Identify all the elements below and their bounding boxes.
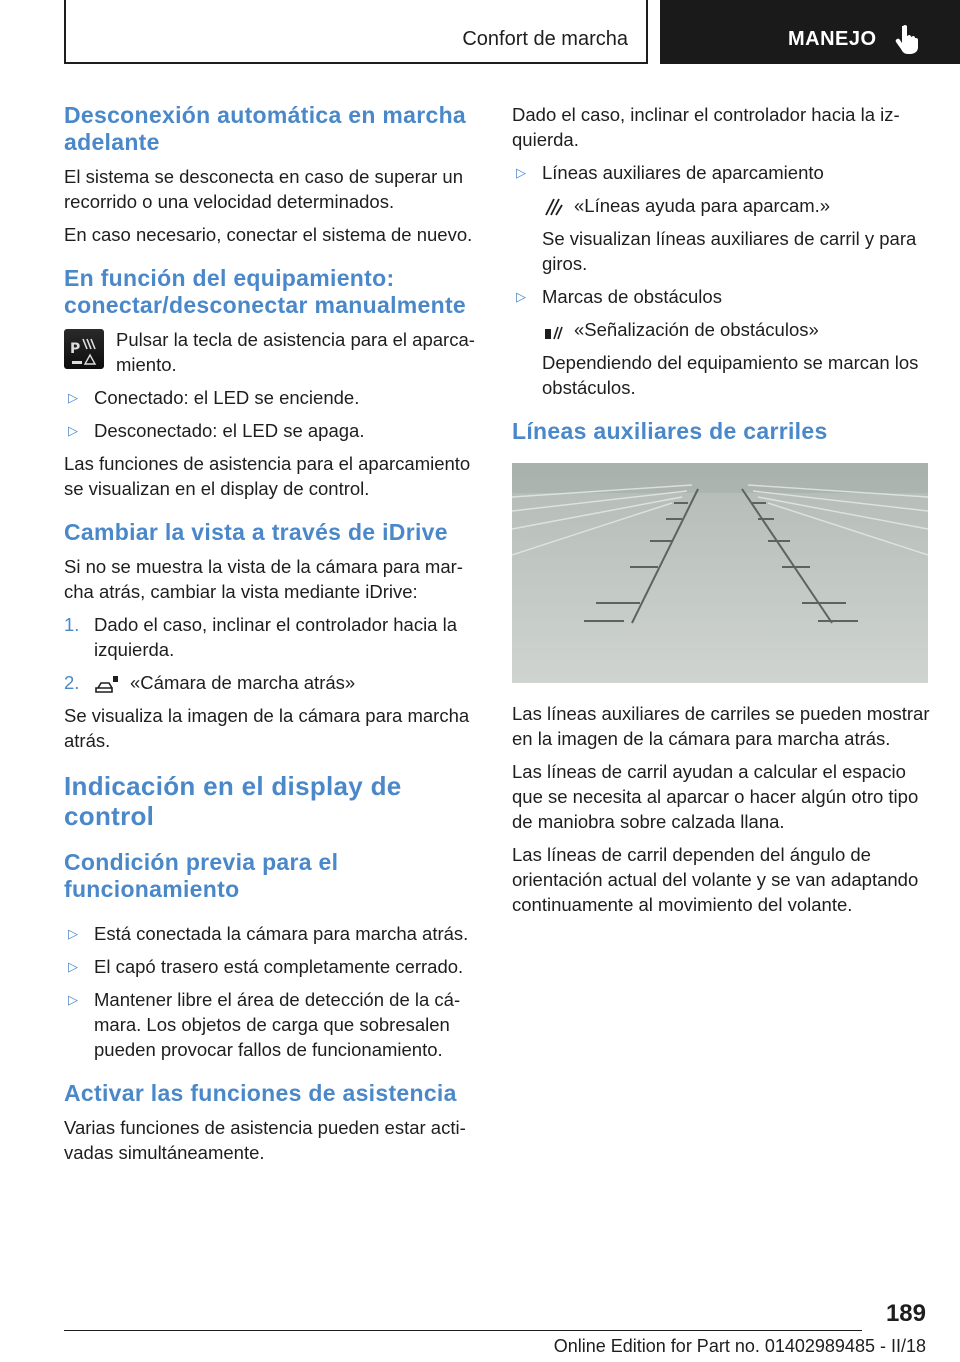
park-assist-button-block xyxy=(64,327,482,377)
menu-entry: «Líneas ayuda para aparcam.» xyxy=(512,193,932,218)
parking-lines-icon xyxy=(542,197,564,217)
paragraph: Si no se muestra la vista de la cámara para marcha atrás, cambiar la vista mediante iDrive: xyxy=(64,556,463,602)
heading-activate: Activar las funciones de asistencia xyxy=(64,1080,457,1106)
menu-entry: «Señalización de obstáculos» xyxy=(512,317,932,342)
footer-edition: Online Edition for Part no. 01402989485 - II/18 xyxy=(553,1336,926,1356)
list-item: ▷ Líneas auxiliares de aparcamiento xyxy=(516,162,824,183)
paragraph: Dado el caso, inclinar el controlador hacia la izquierda. xyxy=(512,104,900,150)
heading-manual-toggle: En función del equipamiento: conectar/desconectar manualmente xyxy=(64,265,467,318)
paragraph: Se visualiza la imagen de la cámara para marcha atrás. xyxy=(64,705,470,751)
page-number: 189 xyxy=(885,1300,926,1327)
paragraph: Las líneas de carril ayudan a calcular el espacio que se necesita al aparcar o hacer algún otro tipo de maniobra sobre calzada llana. xyxy=(512,761,919,832)
step-item: 1. Dado el caso, inclinar el controlador hacia la izquierda. xyxy=(64,614,458,660)
header-section-title: Confort de marcha xyxy=(462,28,628,50)
list-item: ▷ Desconectado: el LED se apaga. xyxy=(68,420,365,441)
triangle-bullet-icon: ▷ xyxy=(68,926,78,941)
paragraph: En caso necesario, conectar el sistema de nuevo. xyxy=(64,224,473,245)
footer-divider xyxy=(64,1330,862,1331)
list-item: ▷ Marcas de obstáculos xyxy=(516,286,722,307)
paragraph: Varias funciones de asistencia pueden estar activadas simultáneamente. xyxy=(64,1117,466,1163)
rear-camera-lane-lines-image xyxy=(512,463,928,683)
paragraph: El sistema se desconecta en caso de superar un recorrido o una velocidad determinados. xyxy=(64,166,464,212)
rear-camera-icon xyxy=(94,674,120,694)
heading-precondition: Condición previa para el funcionamiento xyxy=(64,849,339,902)
paragraph: Las líneas de carril dependen del ángulo de orientación actual del volante y se van adaptando continuamente al movimiento del volante. xyxy=(512,844,919,915)
triangle-bullet-icon: ▷ xyxy=(516,289,526,304)
list-item: ▷ Mantener libre el área de detección de la cámara. Los objetos de carga que sobresalen pueden provocar fallos de funcionamiento. xyxy=(68,989,461,1060)
paragraph: Las funciones de asistencia para el aparcamiento se visualizan en el display de control. xyxy=(64,453,471,499)
step-item: 2. «Cámara de marcha atrás» xyxy=(64,672,356,693)
obstacle-marking-icon xyxy=(542,321,564,341)
list-item: ▷ El capó trasero está completamente cerrado. xyxy=(68,956,464,977)
hand-pointer-icon xyxy=(894,24,920,54)
heading-lane-lines: Líneas auxiliares de carriles xyxy=(512,418,828,444)
header-tab-label: MANEJO xyxy=(788,28,877,50)
left-column xyxy=(64,102,482,1165)
header-tab[interactable] xyxy=(660,0,960,64)
triangle-bullet-icon: ▷ xyxy=(68,992,78,1007)
heading-change-view: Cambiar la vista a través de iDrive xyxy=(64,519,448,545)
paragraph: Pulsar la tecla de asistencia para el aparcamiento. xyxy=(116,329,475,375)
header-section-box xyxy=(64,0,648,64)
triangle-bullet-icon: ▷ xyxy=(68,959,78,974)
park-assist-button-icon xyxy=(64,329,104,369)
triangle-bullet-icon: ▷ xyxy=(68,423,78,438)
paragraph: Dependiendo del equipamiento se marcan los obstáculos. xyxy=(542,352,919,398)
right-column xyxy=(512,102,932,917)
paragraph: Se visualizan líneas auxiliares de carril y para giros. xyxy=(542,228,917,274)
list-item: ▷ Conectado: el LED se enciende. xyxy=(68,387,360,408)
triangle-bullet-icon: ▷ xyxy=(68,390,78,405)
heading-auto-off: Desconexión automática en marcha adelante xyxy=(64,102,467,155)
svg-text:P: P xyxy=(70,341,81,357)
list-item: ▷ Está conectada la cámara para marcha atrás. xyxy=(68,923,469,944)
paragraph: Las líneas auxiliares de carriles se pueden mostrar en la imagen de la cámara para marcha atrás. xyxy=(512,703,930,749)
triangle-bullet-icon: ▷ xyxy=(516,165,526,180)
heading-display: Indicación en el display de control xyxy=(64,771,402,831)
